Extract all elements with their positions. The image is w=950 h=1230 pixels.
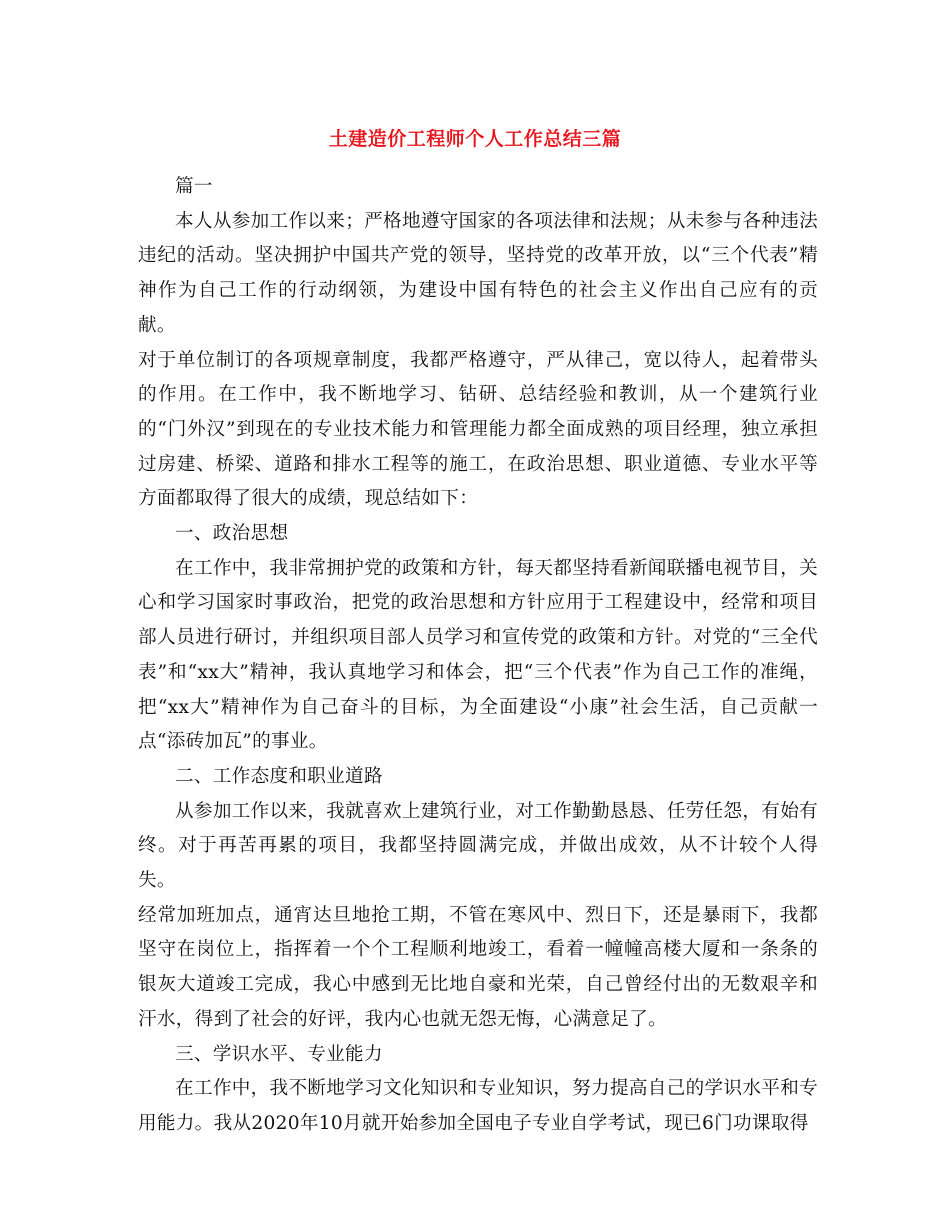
body-paragraph: 在工作中，我非常拥护党的政策和方针，每天都坚持看新闻联播电视节目，关心和学习国家时事政治，把党的政治思想和方针应用于工程建设中，经常和项目部人员进行研讨，并组织项目部人员学习和宣传党的政策和方针。对党的“三全代表”和“xx大”精神，我认真地学习和体会，把“三个代表”作为自己工作的准绳，把“xx大”精神作为自己奋斗的目标，为全面建设“小康”社会生活，自己贡献一点“添砖加瓦”的事业。 bbox=[138, 557, 818, 753]
section-heading: 二、工作态度和职业道路 bbox=[175, 765, 383, 787]
section-heading: 篇一 bbox=[175, 176, 213, 197]
section-heading: 三、学识水平、专业能力 bbox=[175, 1043, 383, 1065]
body-paragraph: 经常加班加点，通宵达旦地抢工期，不管在寒风中、烈日下，还是暴雨下，我都坚守在岗位上，指挥着一个个工程顺利地竣工，看着一幢幢高楼大厦和一条条的银灰大道竣工完成，我心中感到无比地自豪和光荣，自己曾经付出的无数艰辛和汗水，得到了社会的好评，我内心也就无怨无悔，心满意足了。 bbox=[138, 904, 818, 1030]
body-paragraph: 对于单位制订的各项规章制度，我都严格遵守，严从律己，宽以待人，起着带头的作用。在工作中，我不断地学习、钻研、总结经验和教训，从一个建筑行业的“门外汉”到现在的专业技术能力和管理能力都全面成熟的项目经理，独立承担过房建、桥梁、道路和排水工程等的施工，在政治思想、职业道德、专业水平等方面都取得了很大的成绩，现总结如下： bbox=[138, 349, 818, 510]
section-heading: 一、政治思想 bbox=[175, 523, 289, 545]
body-paragraph: 在工作中，我不断地学习文化知识和专业知识，努力提高自己的学识水平和专用能力。我从2020年10月就开始参加全国电子专业自学考试，现已6门功课取得 bbox=[138, 1078, 818, 1134]
body-paragraph: 本人从参加工作以来；严格地遵守国家的各项法律和法规；从未参与各种违法违纪的活动。坚决拥护中国共产党的领导，坚持党的改革开放，以“三个代表”精神作为自己工作的行动纲领，为建设中国有特色的社会主义作出自己应有的贡献。 bbox=[138, 210, 818, 336]
document-body bbox=[138, 170, 818, 1142]
body-paragraph: 从参加工作以来，我就喜欢上建筑行业，对工作勤勤恳恳、任劳任怨，有始有终。对于再苦再累的项目，我都坚持圆满完成，并做出成效，从不计较个人得失。 bbox=[138, 800, 818, 892]
document-title: 土建造价工程师个人工作总结三篇 bbox=[328, 128, 622, 150]
